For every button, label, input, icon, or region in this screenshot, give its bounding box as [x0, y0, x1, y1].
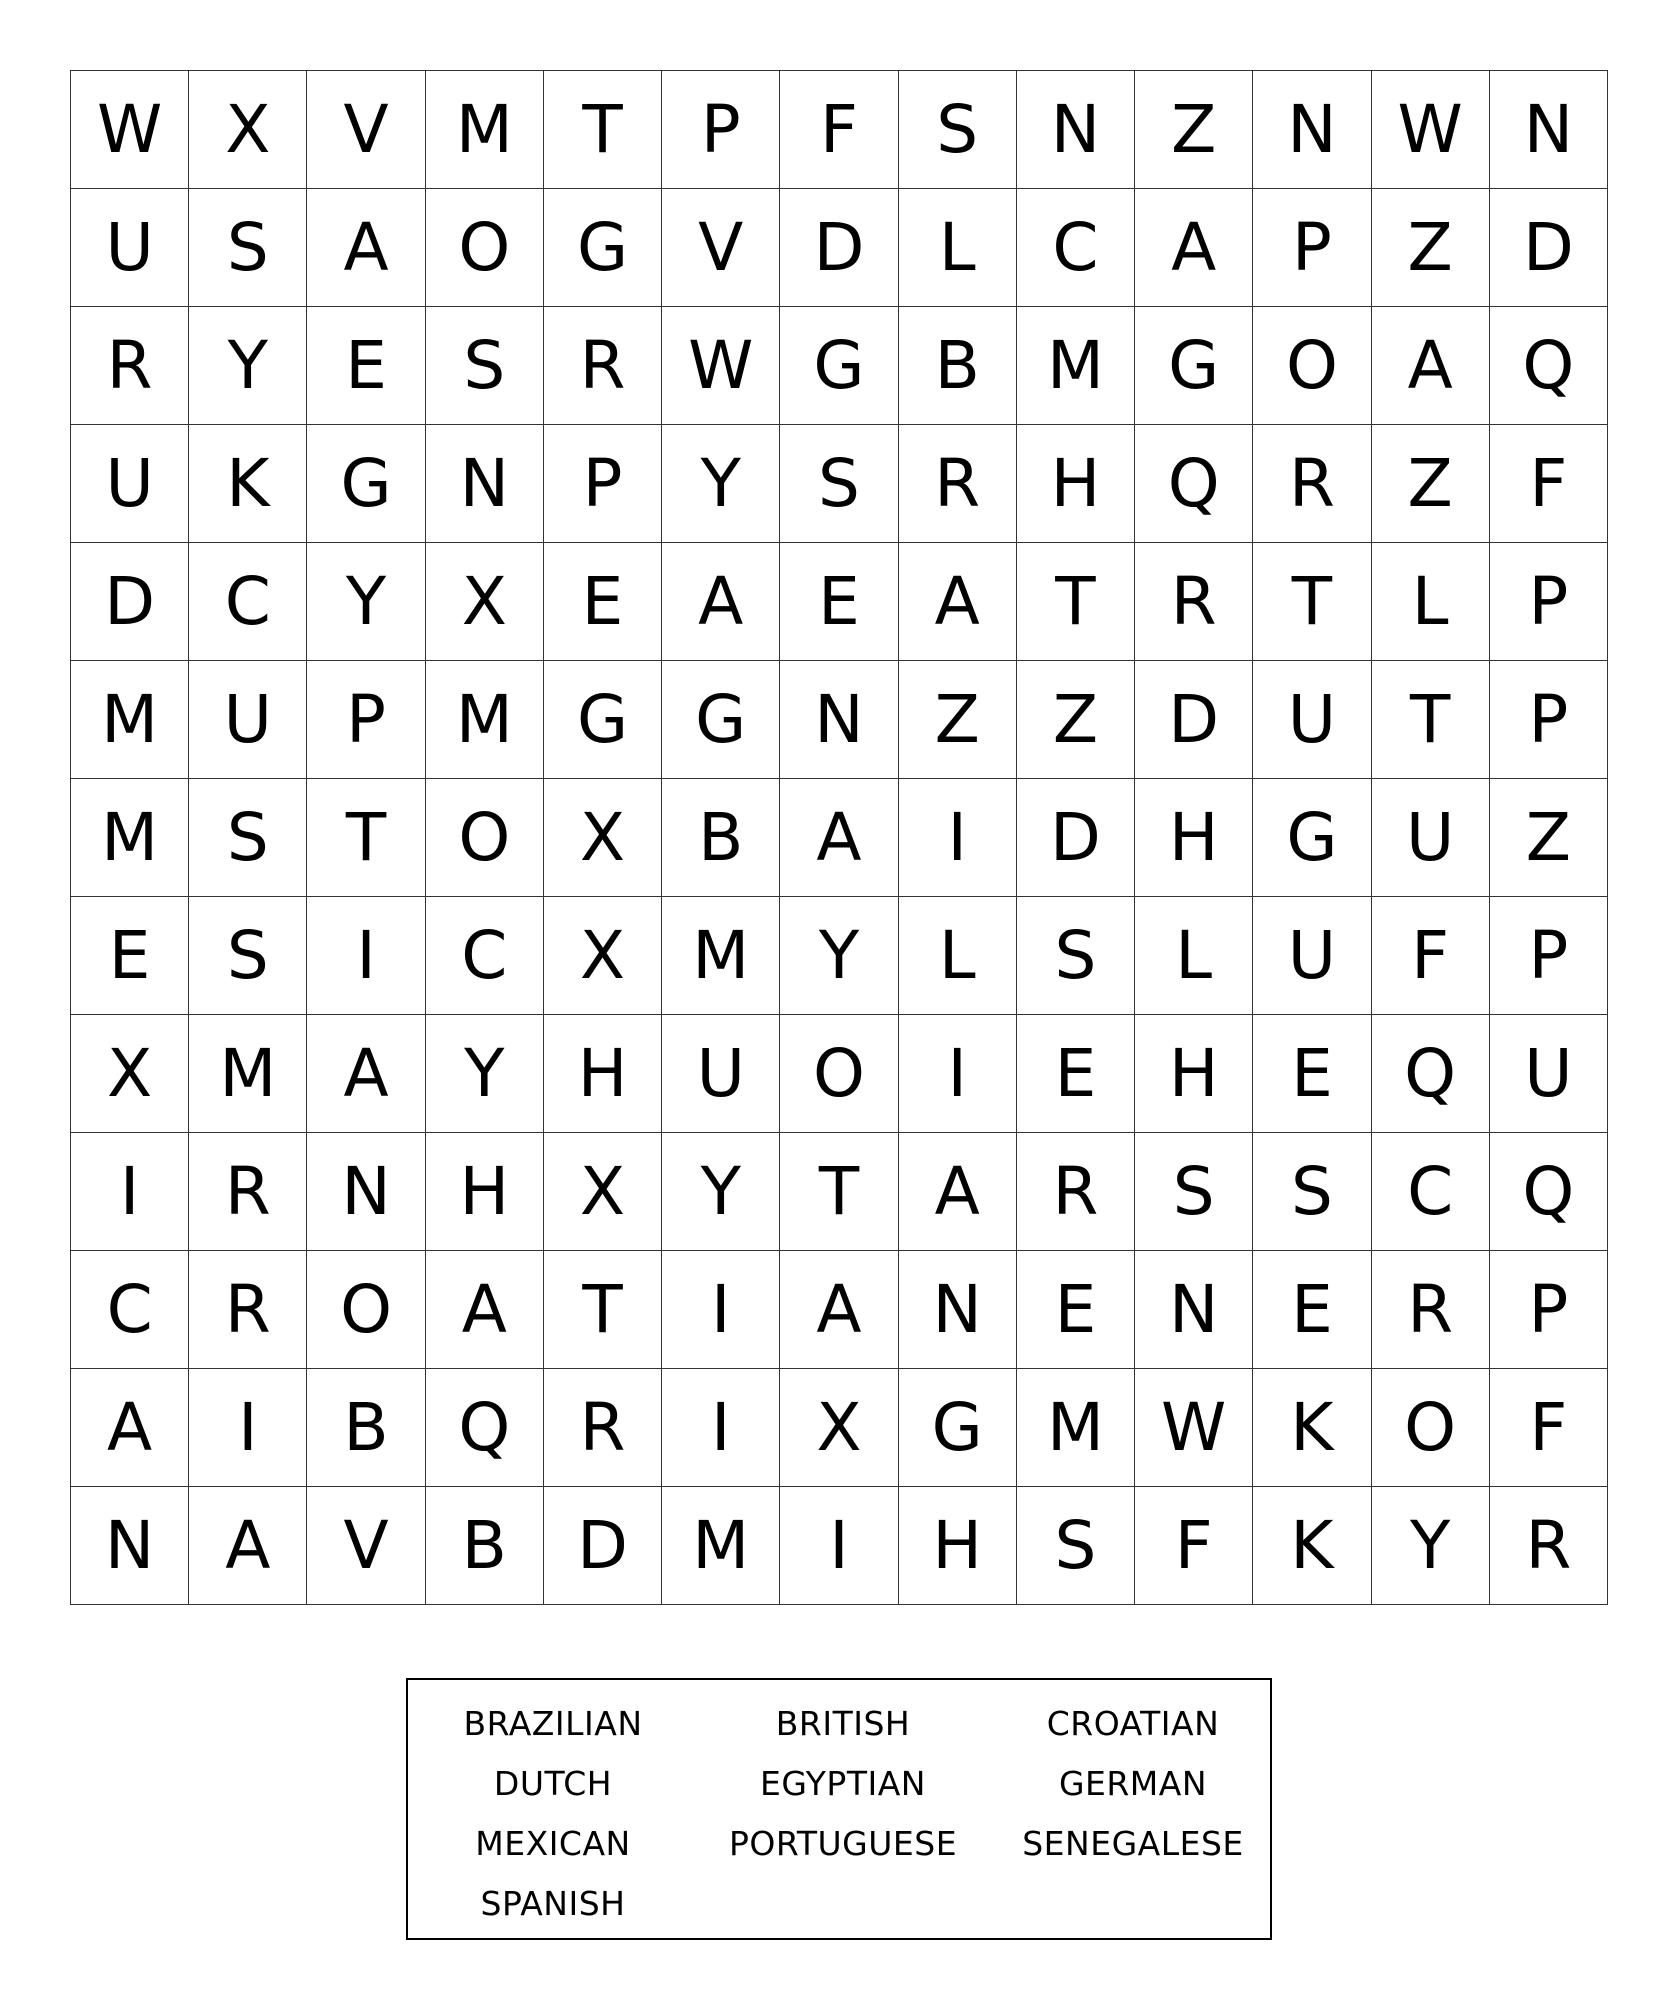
- grid-cell[interactable]: Y: [662, 425, 780, 543]
- grid-cell[interactable]: G: [899, 1369, 1017, 1487]
- grid-cell[interactable]: H: [544, 1015, 662, 1133]
- grid-cell[interactable]: A: [307, 1015, 425, 1133]
- grid-cell[interactable]: U: [1490, 1015, 1608, 1133]
- grid-cell[interactable]: C: [426, 897, 544, 1015]
- grid-cell[interactable]: A: [662, 543, 780, 661]
- grid-cell[interactable]: G: [307, 425, 425, 543]
- grid-cell[interactable]: P: [1490, 543, 1608, 661]
- grid-cell[interactable]: X: [780, 1369, 898, 1487]
- grid-cell[interactable]: S: [189, 189, 307, 307]
- grid-cell[interactable]: Y: [662, 1133, 780, 1251]
- grid-cell[interactable]: A: [780, 1251, 898, 1369]
- grid-cell[interactable]: U: [71, 189, 189, 307]
- grid-cell[interactable]: H: [1135, 1015, 1253, 1133]
- grid-cell[interactable]: B: [899, 307, 1017, 425]
- grid-cell[interactable]: G: [1253, 779, 1371, 897]
- grid-cell[interactable]: Q: [1490, 307, 1608, 425]
- grid-cell[interactable]: E: [1253, 1251, 1371, 1369]
- grid-cell[interactable]: Z: [1135, 71, 1253, 189]
- grid-cell[interactable]: Z: [1490, 779, 1608, 897]
- grid-cell[interactable]: V: [662, 189, 780, 307]
- grid-cell[interactable]: I: [899, 1015, 1017, 1133]
- grid-cell[interactable]: R: [899, 425, 1017, 543]
- grid-cell[interactable]: D: [71, 543, 189, 661]
- grid-cell[interactable]: F: [1490, 425, 1608, 543]
- grid-cell[interactable]: P: [307, 661, 425, 779]
- grid-cell[interactable]: A: [426, 1251, 544, 1369]
- grid-cell[interactable]: P: [1490, 897, 1608, 1015]
- word-bank-item: EGYPTIAN: [760, 1764, 926, 1803]
- grid-cell[interactable]: D: [1490, 189, 1608, 307]
- grid-cell[interactable]: G: [780, 307, 898, 425]
- grid-cell[interactable]: R: [189, 1251, 307, 1369]
- grid-cell[interactable]: I: [71, 1133, 189, 1251]
- grid-cell[interactable]: P: [1253, 189, 1371, 307]
- grid-cell[interactable]: P: [1490, 1251, 1608, 1369]
- grid-cell[interactable]: N: [307, 1133, 425, 1251]
- grid-cell[interactable]: S: [189, 779, 307, 897]
- grid-cell[interactable]: C: [1372, 1133, 1490, 1251]
- word-bank: [406, 1678, 1272, 1940]
- grid-cell[interactable]: O: [426, 779, 544, 897]
- grid-cell[interactable]: G: [662, 661, 780, 779]
- grid-cell[interactable]: R: [1490, 1487, 1608, 1605]
- grid-cell[interactable]: M: [71, 661, 189, 779]
- grid-cell[interactable]: Z: [1372, 425, 1490, 543]
- grid-cell[interactable]: K: [1253, 1369, 1371, 1487]
- grid-cell[interactable]: U: [1372, 779, 1490, 897]
- grid-cell[interactable]: C: [1017, 189, 1135, 307]
- grid-cell[interactable]: Y: [780, 897, 898, 1015]
- grid-cell[interactable]: Q: [1490, 1133, 1608, 1251]
- grid-cell[interactable]: D: [780, 189, 898, 307]
- grid-cell[interactable]: A: [307, 189, 425, 307]
- grid-cell[interactable]: O: [1372, 1369, 1490, 1487]
- grid-cell[interactable]: E: [1017, 1015, 1135, 1133]
- grid-cell[interactable]: H: [1135, 779, 1253, 897]
- grid-cell[interactable]: N: [71, 1487, 189, 1605]
- grid-cell[interactable]: F: [1135, 1487, 1253, 1605]
- grid-cell[interactable]: U: [1253, 897, 1371, 1015]
- grid-cell[interactable]: E: [780, 543, 898, 661]
- grid-cell[interactable]: T: [1253, 543, 1371, 661]
- grid-cell[interactable]: A: [1372, 307, 1490, 425]
- grid-cell[interactable]: O: [1253, 307, 1371, 425]
- grid-cell[interactable]: M: [662, 1487, 780, 1605]
- grid-cell[interactable]: S: [189, 897, 307, 1015]
- grid-cell[interactable]: I: [899, 779, 1017, 897]
- grid-cell[interactable]: U: [1253, 661, 1371, 779]
- grid-cell[interactable]: Y: [426, 1015, 544, 1133]
- grid-cell[interactable]: T: [307, 779, 425, 897]
- grid-cell[interactable]: S: [1017, 1487, 1135, 1605]
- grid-cell[interactable]: S: [426, 307, 544, 425]
- grid-cell[interactable]: G: [544, 189, 662, 307]
- grid-cell[interactable]: E: [1253, 1015, 1371, 1133]
- grid-cell[interactable]: E: [307, 307, 425, 425]
- grid-cell[interactable]: B: [426, 1487, 544, 1605]
- grid-cell[interactable]: L: [899, 897, 1017, 1015]
- grid-cell[interactable]: W: [1135, 1369, 1253, 1487]
- grid-cell[interactable]: T: [544, 71, 662, 189]
- word-bank-item: GERMAN: [1058, 1764, 1208, 1803]
- grid-cell[interactable]: Y: [189, 307, 307, 425]
- grid-cell[interactable]: T: [544, 1251, 662, 1369]
- grid-cell[interactable]: N: [780, 661, 898, 779]
- grid-cell[interactable]: Z: [1372, 189, 1490, 307]
- grid-cell[interactable]: A: [780, 779, 898, 897]
- grid-cell[interactable]: M: [662, 897, 780, 1015]
- grid-cell[interactable]: H: [899, 1487, 1017, 1605]
- grid-cell[interactable]: A: [899, 543, 1017, 661]
- grid-cell[interactable]: R: [1372, 1251, 1490, 1369]
- grid-cell[interactable]: S: [1135, 1133, 1253, 1251]
- grid-cell[interactable]: B: [662, 779, 780, 897]
- grid-cell[interactable]: A: [189, 1487, 307, 1605]
- grid-cell[interactable]: F: [1490, 1369, 1608, 1487]
- grid-cell[interactable]: M: [426, 71, 544, 189]
- grid-cell[interactable]: Q: [1372, 1015, 1490, 1133]
- grid-cell[interactable]: T: [1372, 661, 1490, 779]
- grid-cell[interactable]: R: [1017, 1133, 1135, 1251]
- grid-cell[interactable]: I: [780, 1487, 898, 1605]
- grid-cell[interactable]: E: [544, 543, 662, 661]
- grid-cell[interactable]: R: [189, 1133, 307, 1251]
- grid-cell[interactable]: I: [662, 1369, 780, 1487]
- grid-cell[interactable]: N: [1135, 1251, 1253, 1369]
- grid-cell[interactable]: O: [307, 1251, 425, 1369]
- grid-cell[interactable]: A: [899, 1133, 1017, 1251]
- word-bank-item: SPANISH: [480, 1884, 626, 1923]
- grid-cell[interactable]: G: [544, 661, 662, 779]
- grid-cell[interactable]: H: [1017, 425, 1135, 543]
- grid-cell[interactable]: N: [1253, 71, 1371, 189]
- grid-cell[interactable]: X: [426, 543, 544, 661]
- grid-cell[interactable]: N: [1017, 71, 1135, 189]
- grid-cell[interactable]: V: [307, 1487, 425, 1605]
- grid-cell[interactable]: Z: [1017, 661, 1135, 779]
- grid-cell[interactable]: F: [780, 71, 898, 189]
- grid-cell[interactable]: Z: [899, 661, 1017, 779]
- grid-cell[interactable]: O: [780, 1015, 898, 1133]
- grid-cell[interactable]: A: [1135, 189, 1253, 307]
- grid-cell[interactable]: T: [780, 1133, 898, 1251]
- grid-cell[interactable]: T: [1017, 543, 1135, 661]
- grid-cell[interactable]: S: [1017, 897, 1135, 1015]
- grid-cell[interactable]: Q: [426, 1369, 544, 1487]
- grid-cell[interactable]: A: [71, 1369, 189, 1487]
- grid-cell[interactable]: X: [544, 779, 662, 897]
- grid-cell[interactable]: X: [544, 1133, 662, 1251]
- grid-cell[interactable]: G: [1135, 307, 1253, 425]
- grid-cell[interactable]: I: [307, 897, 425, 1015]
- word-bank-item: SENEGALESE: [1022, 1824, 1244, 1863]
- grid-cell[interactable]: P: [544, 425, 662, 543]
- word-bank-item: MEXICAN: [475, 1824, 631, 1863]
- grid-cell[interactable]: M: [71, 779, 189, 897]
- grid-cell[interactable]: U: [71, 425, 189, 543]
- grid-cell[interactable]: P: [662, 71, 780, 189]
- grid-cell[interactable]: O: [426, 189, 544, 307]
- grid-cell[interactable]: Y: [1372, 1487, 1490, 1605]
- grid-cell[interactable]: H: [426, 1133, 544, 1251]
- grid-cell[interactable]: M: [1017, 307, 1135, 425]
- word-bank-item: DUTCH: [493, 1764, 613, 1803]
- word-search-grid: [70, 70, 1608, 1605]
- grid-cell[interactable]: S: [1253, 1133, 1371, 1251]
- word-bank-item: PORTUGUESE: [728, 1824, 958, 1863]
- grid-cell[interactable]: E: [71, 897, 189, 1015]
- grid-cell[interactable]: W: [71, 71, 189, 189]
- grid-cell[interactable]: D: [1017, 779, 1135, 897]
- grid-cell[interactable]: X: [71, 1015, 189, 1133]
- grid-cell[interactable]: N: [426, 425, 544, 543]
- grid-cell[interactable]: R: [1135, 543, 1253, 661]
- grid-cell[interactable]: S: [780, 425, 898, 543]
- grid-cell[interactable]: E: [1017, 1251, 1135, 1369]
- grid-cell[interactable]: L: [899, 189, 1017, 307]
- grid-cell[interactable]: V: [307, 71, 425, 189]
- grid-cell[interactable]: K: [189, 425, 307, 543]
- grid-cell[interactable]: B: [307, 1369, 425, 1487]
- grid-cell[interactable]: I: [662, 1251, 780, 1369]
- grid-cell[interactable]: R: [544, 307, 662, 425]
- word-bank-item: CROATIAN: [1046, 1704, 1220, 1743]
- grid-cell[interactable]: M: [189, 1015, 307, 1133]
- grid-cell[interactable]: P: [1490, 661, 1608, 779]
- grid-cell[interactable]: X: [189, 71, 307, 189]
- grid-cell[interactable]: R: [71, 307, 189, 425]
- grid-cell[interactable]: L: [1135, 897, 1253, 1015]
- grid-cell[interactable]: Y: [307, 543, 425, 661]
- grid-cell[interactable]: M: [426, 661, 544, 779]
- grid-cell[interactable]: Q: [1135, 425, 1253, 543]
- grid-cell[interactable]: U: [662, 1015, 780, 1133]
- grid-cell[interactable]: C: [71, 1251, 189, 1369]
- word-bank-item: BRITISH: [775, 1704, 911, 1743]
- grid-cell[interactable]: R: [1253, 425, 1371, 543]
- grid-cell[interactable]: W: [662, 307, 780, 425]
- grid-cell[interactable]: N: [899, 1251, 1017, 1369]
- grid-cell[interactable]: X: [544, 897, 662, 1015]
- grid-cell[interactable]: N: [1490, 71, 1608, 189]
- grid-cell[interactable]: W: [1372, 71, 1490, 189]
- grid-cell[interactable]: K: [1253, 1487, 1371, 1605]
- grid-cell[interactable]: S: [899, 71, 1017, 189]
- grid-cell[interactable]: U: [189, 661, 307, 779]
- grid-cell[interactable]: D: [1135, 661, 1253, 779]
- word-bank-item: BRAZILIAN: [463, 1704, 643, 1743]
- grid-cell[interactable]: M: [1017, 1369, 1135, 1487]
- grid-cell[interactable]: C: [189, 543, 307, 661]
- grid-cell[interactable]: F: [1372, 897, 1490, 1015]
- grid-cell[interactable]: R: [544, 1369, 662, 1487]
- grid-cell[interactable]: L: [1372, 543, 1490, 661]
- grid-cell[interactable]: I: [189, 1369, 307, 1487]
- grid-cell[interactable]: D: [544, 1487, 662, 1605]
